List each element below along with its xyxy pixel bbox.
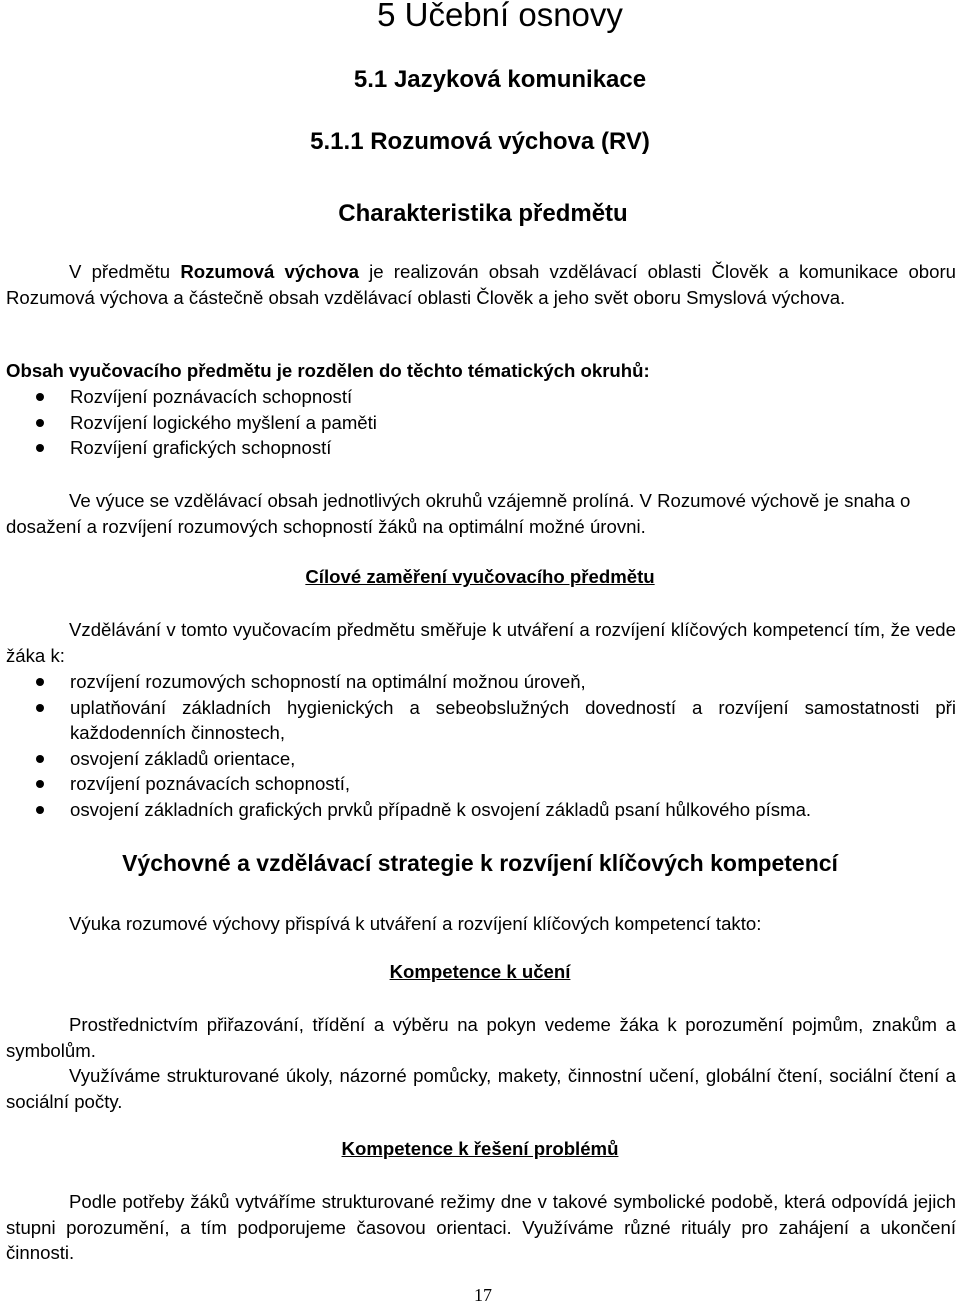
chapter-heading: 5 Učební osnovy	[377, 0, 623, 33]
bullet-icon	[36, 755, 44, 763]
content-heading: Obsah vyučovacího předmětu je rozdělen do těchto tématických okruhů:	[6, 360, 650, 381]
list-item: Rozvíjení grafických schopností	[6, 435, 956, 461]
bullet-icon	[36, 780, 44, 788]
list-item: rozvíjení rozumových schopností na optimální možnou úroveň,	[6, 669, 956, 695]
bullet-icon	[36, 678, 44, 686]
intro-subject: Rozumová výchova	[180, 261, 359, 282]
page-number: 17	[474, 1285, 492, 1305]
list-item: Rozvíjení poznávacích schopností	[6, 384, 956, 410]
bullet-icon	[36, 704, 44, 712]
problems-paragraph: Podle potřeby žáků vytváříme strukturované režimy dne v takové symbolické podobě, která odpovídá jejich stupni porozumění, a tím podporujeme časovou orientaci. Využíváme různé rituály pro zahájení a ukončení činnosti.	[6, 1191, 956, 1263]
list-item: uplatňování základních hygienických a sebeobslužných dovedností a rozvíjení samostatnosti při každodenních činnostech,	[6, 695, 956, 746]
learning-paragraph-2: Využíváme strukturované úkoly, názorné pomůcky, makety, činnostní učení, globální čtení, sociální čtení a sociální počty.	[6, 1065, 956, 1112]
strategies-heading: Výchovné a vzdělávací strategie k rozvíjení klíčových kompetencí	[122, 850, 838, 876]
learning-heading: Kompetence k učení	[389, 961, 571, 982]
list-item: Rozvíjení logického myšlení a paměti	[6, 410, 956, 436]
list-item: rozvíjení poznávacích schopností,	[6, 771, 956, 797]
content-list	[6, 384, 956, 461]
subsection-heading: 5.1.1 Rozumová výchova (RV)	[310, 128, 650, 155]
section-heading: 5.1 Jazyková komunikace	[353, 66, 647, 93]
content-note: Ve výuce se vzdělávací obsah jednotlivých okruhů vzájemně prolíná. V Rozumové výchově je snaha o dosažení a rozvíjení rozumových schopností žáků na optimální možné úrovni.	[6, 490, 911, 537]
intro-rest: je realizován obsah vzdělávací oblasti Člověk a komunikace oboru Rozumová výchova a částečně obsah vzdělávací oblasti Člověk a jeho svět oboru Smyslová výchova.	[6, 261, 957, 308]
list-item: osvojení základů orientace,	[6, 746, 956, 772]
intro-paragraph	[6, 259, 956, 310]
goals-list	[6, 669, 956, 822]
characteristic-heading: Charakteristika předmětu	[338, 200, 628, 227]
bullet-icon	[36, 806, 44, 814]
bullet-icon	[36, 393, 44, 401]
list-item: osvojení základních grafických prvků případně k osvojení základů psaní hůlkového písma.	[6, 797, 956, 823]
strategies-intro: Výuka rozumové výchovy přispívá k utváření a rozvíjení klíčových kompetencí takto:	[69, 913, 762, 934]
goals-paragraph: Vzdělávání v tomto vyučovacím předmětu směřuje k utváření a rozvíjení klíčových kompetencí tím, že vede žáka k:	[6, 619, 956, 666]
goals-heading: Cílové zaměření vyučovacího předmětu	[305, 566, 655, 587]
bullet-icon	[36, 419, 44, 427]
intro-prefix: V předmětu	[69, 261, 181, 282]
learning-paragraph-1: Prostřednictvím přiřazování, třídění a výběru na pokyn vedeme žáka k porozumění pojmům, znakům a symbolům.	[6, 1014, 956, 1061]
problems-heading: Kompetence k řešení problémů	[341, 1138, 619, 1159]
bullet-icon	[36, 444, 44, 452]
